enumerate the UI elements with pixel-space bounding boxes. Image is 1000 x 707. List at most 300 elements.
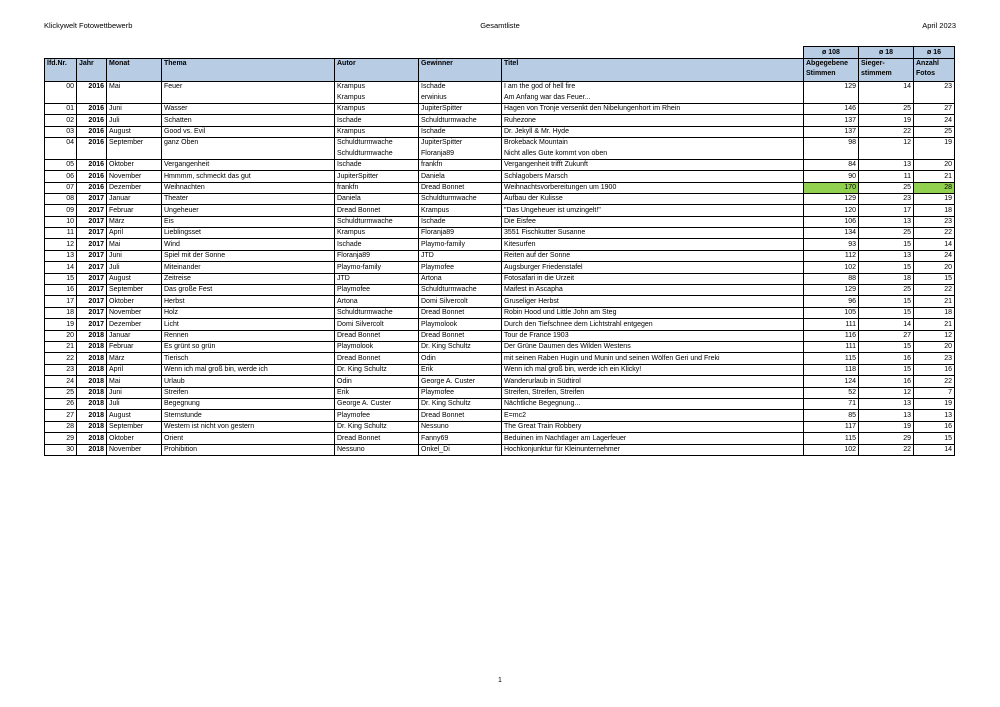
cell-author: Dr. King Schultz (335, 421, 419, 432)
cell-winner-votes: 25 (859, 285, 914, 296)
cell-photos: 21 (914, 171, 955, 182)
table-body (45, 82, 955, 456)
cell-year: 2018 (77, 410, 107, 421)
cell-photos: 20 (914, 159, 955, 170)
cell-title: Hagen von Tronje versenkt den Nibelungenhort im Rhein (502, 103, 804, 114)
cell-nr: 13 (45, 250, 77, 261)
cell-winner-votes: 13 (859, 250, 914, 261)
cell-winner-votes: 25 (859, 228, 914, 239)
cell-title: Aufbau der Kulisse (502, 193, 804, 204)
cell-author: Dr. King Schultz (335, 364, 419, 375)
cell-winner: George A. Custer (419, 376, 502, 387)
cell-nr: 28 (45, 421, 77, 432)
cell-theme: Theater (162, 193, 335, 204)
cell-photos (914, 148, 955, 159)
cell-author: Nessuno (335, 444, 419, 455)
cell-winner: Dread Bonnet (419, 307, 502, 318)
cell-winner-votes: 23 (859, 193, 914, 204)
cell-year: 2017 (77, 319, 107, 330)
cell-nr: 09 (45, 205, 77, 216)
table-row (45, 182, 955, 193)
cell-votes: 137 (804, 126, 859, 137)
cell-nr: 23 (45, 364, 77, 375)
cell-month: März (107, 353, 162, 364)
cell-title: Beduinen im Nachtlager am Lagerfeuer (502, 433, 804, 444)
table-row (45, 250, 955, 261)
cell-nr: 03 (45, 126, 77, 137)
cell-theme: Herbst (162, 296, 335, 307)
cell-theme: Miteinander (162, 262, 335, 273)
table-row (45, 159, 955, 170)
cell-month: Dezember (107, 319, 162, 330)
cell-winner-votes (859, 148, 914, 159)
cell-theme: Tierisch (162, 353, 335, 364)
col-winner: Gewinner (419, 59, 502, 82)
cell-author: Dread Bonnet (335, 353, 419, 364)
cell-winner-votes: 19 (859, 115, 914, 126)
cell-title: E=mc2 (502, 410, 804, 421)
cell-winner-votes (859, 92, 914, 103)
cell-title: Fotosafari in die Urzeit (502, 273, 804, 284)
cell-author: Domi Silvercolt (335, 319, 419, 330)
table-row (45, 330, 955, 341)
cell-photos: 15 (914, 433, 955, 444)
cell-theme: Spiel mit der Sonne (162, 250, 335, 261)
cell-theme: Schatten (162, 115, 335, 126)
cell-nr: 14 (45, 262, 77, 273)
cell-nr: 11 (45, 228, 77, 239)
cell-month: Oktober (107, 433, 162, 444)
page-number: 1 (498, 677, 502, 684)
cell-photos: 12 (914, 330, 955, 341)
cell-title: Der Grüne Daumen des Wilden Westens (502, 341, 804, 352)
table-row (45, 228, 955, 239)
cell-nr: 21 (45, 341, 77, 352)
cell-year: 2017 (77, 216, 107, 227)
cell-year: 2018 (77, 376, 107, 387)
table-row (45, 171, 955, 182)
cell-title: Wanderurlaub in Südtirol (502, 376, 804, 387)
cell-nr: 08 (45, 193, 77, 204)
cell-votes: 102 (804, 444, 859, 455)
cell-nr: 07 (45, 182, 77, 193)
cell-winner-votes: 17 (859, 205, 914, 216)
cell-nr: 01 (45, 103, 77, 114)
cell-photos (914, 92, 955, 103)
cell-winner-votes: 16 (859, 353, 914, 364)
table-row (45, 193, 955, 204)
cell-year: 2016 (77, 126, 107, 137)
cell-votes: 116 (804, 330, 859, 341)
cell-theme: Hmmmm, schmeckt das gut (162, 171, 335, 182)
col-title: Titel (502, 59, 804, 82)
cell-winner: Dread Bonnet (419, 410, 502, 421)
cell-month: Juli (107, 115, 162, 126)
cell-author: Schuldturmwache (335, 148, 419, 159)
cell-nr: 25 (45, 387, 77, 398)
cell-theme: Zeitreise (162, 273, 335, 284)
cell-title: Die Eisfee (502, 216, 804, 227)
cell-photos: 14 (914, 239, 955, 250)
cell-votes: 52 (804, 387, 859, 398)
cell-title: 3551 Fischkutter Susanne (502, 228, 804, 239)
cell-theme: Vergangenheit (162, 159, 335, 170)
cell-winner: Dread Bonnet (419, 182, 502, 193)
cell-title: Streifen, Streifen, Streifen (502, 387, 804, 398)
cell-winner-votes: 18 (859, 273, 914, 284)
cell-nr: 26 (45, 398, 77, 409)
cell-photos: 24 (914, 115, 955, 126)
cell-winner-votes: 11 (859, 171, 914, 182)
cell-month: Mai (107, 239, 162, 250)
cell-winner: Playmofee (419, 262, 502, 273)
cell-nr: 29 (45, 433, 77, 444)
cell-theme: Weihnachten (162, 182, 335, 193)
avg-photos: ø 16 (914, 47, 955, 59)
cell-winner: erwinius (419, 92, 502, 103)
cell-theme: Eis (162, 216, 335, 227)
cell-theme: Wenn ich mal groß bin, werde ich (162, 364, 335, 375)
cell-year: 2018 (77, 387, 107, 398)
cell-month: April (107, 364, 162, 375)
cell-theme: Streifen (162, 387, 335, 398)
cell-year: 2016 (77, 159, 107, 170)
cell-title: Schlagobers Marsch (502, 171, 804, 182)
table-row (45, 82, 955, 93)
cell-month: Juli (107, 262, 162, 273)
cell-month: Mai (107, 82, 162, 93)
cell-author: Krampus (335, 82, 419, 93)
cell-votes: 106 (804, 216, 859, 227)
cell-author: Floranja89 (335, 250, 419, 261)
cell-votes: 111 (804, 341, 859, 352)
cell-month: Januar (107, 330, 162, 341)
table-row (45, 319, 955, 330)
contest-table-wrapper (44, 46, 955, 456)
cell-winner: Playmolook (419, 319, 502, 330)
table-row (45, 353, 955, 364)
cell-votes (804, 148, 859, 159)
cell-month (107, 148, 162, 159)
cell-nr: 27 (45, 410, 77, 421)
cell-votes: 146 (804, 103, 859, 114)
cell-photos: 19 (914, 137, 955, 148)
col-theme: Thema (162, 59, 335, 82)
table-row (45, 148, 955, 159)
cell-author: Daniela (335, 193, 419, 204)
cell-votes: 96 (804, 296, 859, 307)
cell-month: November (107, 171, 162, 182)
cell-photos: 16 (914, 421, 955, 432)
cell-month: Februar (107, 341, 162, 352)
cell-photos: 19 (914, 398, 955, 409)
cell-nr: 19 (45, 319, 77, 330)
cell-year: 2018 (77, 341, 107, 352)
cell-votes: 71 (804, 398, 859, 409)
cell-winner: JupiterSpitter (419, 103, 502, 114)
cell-nr: 30 (45, 444, 77, 455)
cell-year: 2017 (77, 273, 107, 284)
cell-winner: JTD (419, 250, 502, 261)
cell-votes: 88 (804, 273, 859, 284)
cell-author: Odin (335, 376, 419, 387)
cell-winner: Ischade (419, 216, 502, 227)
cell-title: Durch den Tiefschnee dem Lichtstrahl entgegen (502, 319, 804, 330)
cell-winner-votes: 19 (859, 421, 914, 432)
table-row (45, 239, 955, 250)
table-row (45, 92, 955, 103)
table-row (45, 376, 955, 387)
cell-year: 2018 (77, 421, 107, 432)
cell-nr: 04 (45, 137, 77, 148)
table-row (45, 444, 955, 455)
cell-winner: Floranja89 (419, 228, 502, 239)
cell-winner-votes: 13 (859, 410, 914, 421)
cell-winner-votes: 14 (859, 319, 914, 330)
cell-month: März (107, 216, 162, 227)
col-author: Autor (335, 59, 419, 82)
cell-winner: frankfn (419, 159, 502, 170)
cell-votes: 111 (804, 319, 859, 330)
cell-author: Krampus (335, 126, 419, 137)
cell-winner-votes: 22 (859, 444, 914, 455)
cell-nr: 16 (45, 285, 77, 296)
cell-theme: Rennen (162, 330, 335, 341)
table-row (45, 285, 955, 296)
table-row (45, 387, 955, 398)
table-row (45, 216, 955, 227)
cell-year: 2018 (77, 433, 107, 444)
cell-winner: Artona (419, 273, 502, 284)
cell-year: 2018 (77, 330, 107, 341)
cell-photos: 19 (914, 193, 955, 204)
col-votes: Abgegebene Stimmen (804, 59, 859, 82)
cell-theme: Holz (162, 307, 335, 318)
cell-winner: Playmo-family (419, 239, 502, 250)
cell-photos: 28 (914, 182, 955, 193)
cell-winner-votes: 16 (859, 376, 914, 387)
cell-winner-votes: 13 (859, 398, 914, 409)
cell-title: mit seinen Raben Hugin und Munin und seinen Wölfen Geri und Freki (502, 353, 804, 364)
cell-author: Playmofee (335, 285, 419, 296)
cell-winner-votes: 12 (859, 387, 914, 398)
cell-photos: 21 (914, 296, 955, 307)
cell-author: Schuldturmwache (335, 307, 419, 318)
cell-year: 2017 (77, 239, 107, 250)
cell-winner-votes: 13 (859, 216, 914, 227)
cell-month: Oktober (107, 159, 162, 170)
cell-author: frankfn (335, 182, 419, 193)
cell-votes: 115 (804, 433, 859, 444)
cell-month: November (107, 444, 162, 455)
table-row (45, 307, 955, 318)
table-row (45, 205, 955, 216)
cell-author: Ischade (335, 115, 419, 126)
cell-title: Kitesurfen (502, 239, 804, 250)
cell-theme: Prohibition (162, 444, 335, 455)
table-row (45, 410, 955, 421)
cell-nr (45, 92, 77, 103)
cell-author: Krampus (335, 92, 419, 103)
cell-photos: 21 (914, 319, 955, 330)
cell-title: Nicht alles Gute kommt von oben (502, 148, 804, 159)
cell-theme: Good vs. Evil (162, 126, 335, 137)
cell-month: September (107, 421, 162, 432)
cell-votes: 85 (804, 410, 859, 421)
table-row (45, 137, 955, 148)
table-row (45, 115, 955, 126)
cell-nr: 05 (45, 159, 77, 170)
cell-month: August (107, 126, 162, 137)
cell-title: Ruhezone (502, 115, 804, 126)
cell-photos: 23 (914, 353, 955, 364)
cell-winner: Schuldturmwache (419, 285, 502, 296)
cell-votes: 84 (804, 159, 859, 170)
column-header-row (45, 59, 955, 82)
header-left-title: Klickywelt Fotowettbewerb (44, 21, 133, 30)
cell-month: Dezember (107, 182, 162, 193)
table-row (45, 103, 955, 114)
cell-nr: 18 (45, 307, 77, 318)
cell-author: Dread Bonnet (335, 205, 419, 216)
table-row (45, 262, 955, 273)
cell-author: Schuldturmwache (335, 216, 419, 227)
cell-theme: Feuer (162, 82, 335, 93)
cell-winner: Floranja89 (419, 148, 502, 159)
cell-nr: 24 (45, 376, 77, 387)
cell-month: Oktober (107, 296, 162, 307)
cell-year: 2018 (77, 353, 107, 364)
cell-author: Playmolook (335, 341, 419, 352)
cell-votes: 117 (804, 421, 859, 432)
cell-month: November (107, 307, 162, 318)
cell-votes: 115 (804, 353, 859, 364)
cell-votes: 137 (804, 115, 859, 126)
cell-year: 2017 (77, 285, 107, 296)
cell-author: Krampus (335, 103, 419, 114)
cell-winner-votes: 29 (859, 433, 914, 444)
cell-month: Januar (107, 193, 162, 204)
cell-nr: 15 (45, 273, 77, 284)
cell-year: 2017 (77, 307, 107, 318)
cell-title: The Great Train Robbery (502, 421, 804, 432)
cell-winner-votes: 15 (859, 296, 914, 307)
cell-author: Playmo-family (335, 262, 419, 273)
cell-year: 2018 (77, 364, 107, 375)
cell-author: Ischade (335, 239, 419, 250)
cell-winner-votes: 27 (859, 330, 914, 341)
cell-winner: Ischade (419, 82, 502, 93)
cell-nr: 00 (45, 82, 77, 93)
cell-photos: 24 (914, 250, 955, 261)
cell-title: Brokeback Mountain (502, 137, 804, 148)
cell-author: Dread Bonnet (335, 330, 419, 341)
header-date: April 2023 (922, 21, 956, 30)
avg-votes: ø 108 (804, 47, 859, 59)
table-row (45, 364, 955, 375)
cell-nr: 06 (45, 171, 77, 182)
page-header (44, 21, 956, 33)
cell-winner: Daniela (419, 171, 502, 182)
cell-author: Ischade (335, 159, 419, 170)
cell-nr (45, 148, 77, 159)
cell-year: 2016 (77, 182, 107, 193)
cell-winner: Dread Bonnet (419, 330, 502, 341)
cell-title: I am the god of hell fire (502, 82, 804, 93)
cell-author: Schuldturmwache (335, 137, 419, 148)
cell-year: 2018 (77, 444, 107, 455)
cell-votes: 129 (804, 285, 859, 296)
cell-title: Dr. Jekyll & Mr. Hyde (502, 126, 804, 137)
cell-author: JTD (335, 273, 419, 284)
cell-title: Weihnachtsvorbereitungen um 1900 (502, 182, 804, 193)
avg-winner-votes: ø 18 (859, 47, 914, 59)
cell-month: September (107, 285, 162, 296)
cell-title: Gruseliger Herbst (502, 296, 804, 307)
cell-theme: Wasser (162, 103, 335, 114)
cell-votes: 124 (804, 376, 859, 387)
cell-winner: Erik (419, 364, 502, 375)
cell-author: Artona (335, 296, 419, 307)
cell-votes: 112 (804, 250, 859, 261)
cell-votes: 129 (804, 82, 859, 93)
averages-row (45, 47, 955, 59)
cell-votes: 170 (804, 182, 859, 193)
cell-title: Vergangenheit trifft Zukunft (502, 159, 804, 170)
cell-theme: Western ist nicht von gestern (162, 421, 335, 432)
cell-month: Juni (107, 387, 162, 398)
table-row (45, 341, 955, 352)
cell-month (107, 92, 162, 103)
cell-photos: 14 (914, 444, 955, 455)
cell-title: Robin Hood und Little John am Steg (502, 307, 804, 318)
cell-theme: Orient (162, 433, 335, 444)
cell-photos: 23 (914, 82, 955, 93)
header-center-title: Gesamtliste (480, 21, 520, 30)
cell-title: Reiten auf der Sonne (502, 250, 804, 261)
cell-theme: Ungeheuer (162, 205, 335, 216)
cell-nr: 12 (45, 239, 77, 250)
cell-photos: 18 (914, 307, 955, 318)
cell-winner: Dr. King Schultz (419, 398, 502, 409)
cell-year: 2017 (77, 205, 107, 216)
cell-year: 2016 (77, 137, 107, 148)
cell-author: Playmofee (335, 410, 419, 421)
cell-year: 2017 (77, 193, 107, 204)
cell-winner-votes: 14 (859, 82, 914, 93)
cell-author: Dread Bonnet (335, 433, 419, 444)
cell-nr: 10 (45, 216, 77, 227)
cell-year (77, 148, 107, 159)
cell-photos: 16 (914, 364, 955, 375)
col-winner-votes: Sieger- stimmem (859, 59, 914, 82)
cell-month: September (107, 137, 162, 148)
cell-photos: 15 (914, 273, 955, 284)
cell-winner: Playmofee (419, 387, 502, 398)
cell-winner-votes: 15 (859, 307, 914, 318)
cell-photos: 22 (914, 376, 955, 387)
cell-photos: 20 (914, 341, 955, 352)
cell-winner: Onkel_Di (419, 444, 502, 455)
cell-photos: 25 (914, 126, 955, 137)
cell-theme: Begegnung (162, 398, 335, 409)
cell-photos: 27 (914, 103, 955, 114)
cell-year: 2016 (77, 115, 107, 126)
col-month: Monat (107, 59, 162, 82)
cell-month: Juni (107, 250, 162, 261)
cell-winner: Ischade (419, 126, 502, 137)
cell-year: 2016 (77, 103, 107, 114)
